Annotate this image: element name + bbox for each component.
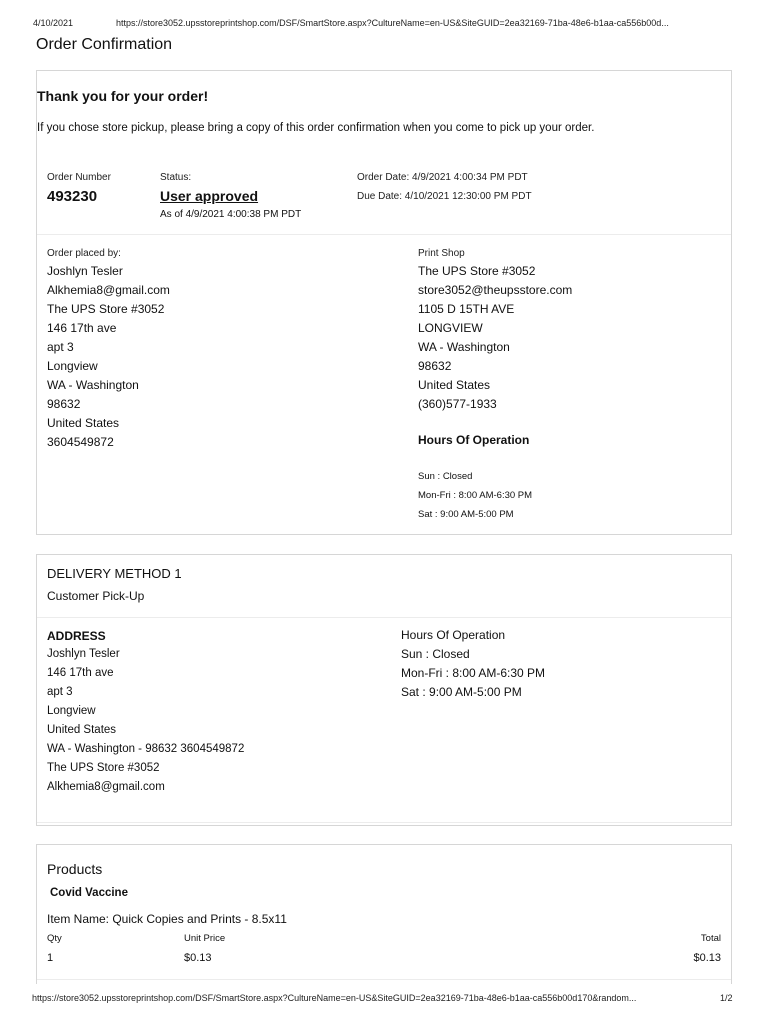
pickup-hours-line: Sun : Closed xyxy=(401,647,470,661)
placed-by-line: apt 3 xyxy=(47,340,74,354)
divider xyxy=(37,617,731,618)
order-number-label: Order Number xyxy=(47,172,111,183)
hours-line: Sun : Closed xyxy=(418,471,473,482)
print-shop-line: WA - Washington xyxy=(418,340,510,354)
address-line: apt 3 xyxy=(47,686,73,698)
address-email: Alkhemia8@gmail.com xyxy=(47,781,165,793)
address-line: Longview xyxy=(47,705,96,717)
placed-by-line: 3604549872 xyxy=(47,435,114,449)
hours-block xyxy=(418,467,532,524)
hours-line: Sat : 9:00 AM-5:00 PM xyxy=(418,509,514,520)
print-shop-line: 1105 D 15TH AVE xyxy=(418,302,515,316)
divider xyxy=(37,822,731,823)
print-shop-email: store3052@theupsstore.com xyxy=(418,283,573,297)
due-date: Due Date: 4/10/2021 12:30:00 PM PDT xyxy=(357,191,532,202)
print-shop-label: Print Shop xyxy=(418,248,465,259)
placed-by-line: 98632 xyxy=(47,397,81,411)
print-shop-phone: (360)577-1933 xyxy=(418,397,497,411)
pickup-hours-block xyxy=(401,626,545,702)
pickup-note: If you chose store pickup, please bring a copy of this order confirmation when you come to pick up your order. xyxy=(37,122,595,134)
unit-price-cell: $0.13 xyxy=(184,952,212,964)
placed-by-line: WA - Washington xyxy=(47,378,139,392)
address-heading: ADDRESS xyxy=(47,629,106,643)
pickup-hours-line: Sat : 9:00 AM-5:00 PM xyxy=(401,685,522,699)
total-cell: $0.13 xyxy=(693,952,721,964)
status-link[interactable]: User approved xyxy=(160,188,259,204)
item-name: Item Name: Quick Copies and Prints - 8.5x11 xyxy=(47,912,287,926)
order-confirmation-panel xyxy=(36,70,732,535)
hours-line: Mon-Fri : 8:00 AM-6:30 PM xyxy=(418,490,533,501)
address-line: Joshlyn Tesler xyxy=(47,648,120,660)
products-panel xyxy=(36,844,732,984)
print-shop-line: 98632 xyxy=(418,359,452,373)
address-block xyxy=(47,645,244,797)
placed-by-line: United States xyxy=(47,416,120,430)
address-line: United States xyxy=(47,724,117,736)
qty-column-header: Qty xyxy=(47,933,62,944)
delivery-method-title: DELIVERY METHOD 1 xyxy=(47,566,182,581)
print-shop-line: LONGVIEW xyxy=(418,321,483,335)
unit-price-column-header: Unit Price xyxy=(184,933,226,944)
placed-by-label: Order placed by: xyxy=(47,248,121,259)
print-shop-block xyxy=(418,262,572,414)
address-line: The UPS Store #3052 xyxy=(47,762,160,774)
print-shop-line: The UPS Store #3052 xyxy=(418,264,536,278)
print-date: 4/10/2021 xyxy=(33,18,74,28)
total-column-header: Total xyxy=(700,933,721,944)
product-name: Covid Vaccine xyxy=(50,887,128,899)
footer-url: https://store3052.upsstoreprintshop.com/DSF/SmartStore.aspx?CultureName=en-US&SiteGUID=2ea32169-71ba-48e6-b1aa-ca556b00d170&random... xyxy=(32,993,637,1003)
placed-by-line: Alkhemia8@gmail.com xyxy=(47,283,170,297)
placed-by-block xyxy=(47,262,170,452)
status-label: Status: xyxy=(160,172,192,183)
divider xyxy=(37,234,731,235)
pickup-hours-heading: Hours Of Operation xyxy=(401,628,506,642)
qty-cell: 1 xyxy=(47,952,54,964)
products-heading: Products xyxy=(47,861,103,877)
thanks-heading: Thank you for your order! xyxy=(37,88,209,104)
address-line: 146 17th ave xyxy=(47,667,114,679)
status-asof: As of 4/9/2021 4:00:38 PM PDT xyxy=(160,209,302,220)
page-number: 1/2 xyxy=(720,993,733,1003)
placed-by-line: 146 17th ave xyxy=(47,321,117,335)
pickup-hours-line: Mon-Fri : 8:00 AM-6:30 PM xyxy=(401,666,546,680)
delivery-method-panel xyxy=(36,554,732,826)
order-number: 493230 xyxy=(47,188,98,205)
hours-heading: Hours Of Operation xyxy=(418,433,530,447)
placed-by-line: The UPS Store #3052 xyxy=(47,302,165,316)
print-url: https://store3052.upsstoreprintshop.com/DSF/SmartStore.aspx?CultureName=en-US&SiteGUID=2ea32169-71ba-48e6-b1aa-ca556b00d... xyxy=(116,18,669,28)
page-title: Order Confirmation xyxy=(36,36,173,53)
print-shop-line: United States xyxy=(418,378,491,392)
placed-by-line: Joshlyn Tesler xyxy=(47,264,123,278)
delivery-method-type: Customer Pick-Up xyxy=(47,589,145,603)
placed-by-line: Longview xyxy=(47,359,98,373)
divider xyxy=(37,979,731,980)
order-date: Order Date: 4/9/2021 4:00:34 PM PDT xyxy=(357,172,528,183)
address-line: WA - Washington - 98632 3604549872 xyxy=(47,743,245,755)
